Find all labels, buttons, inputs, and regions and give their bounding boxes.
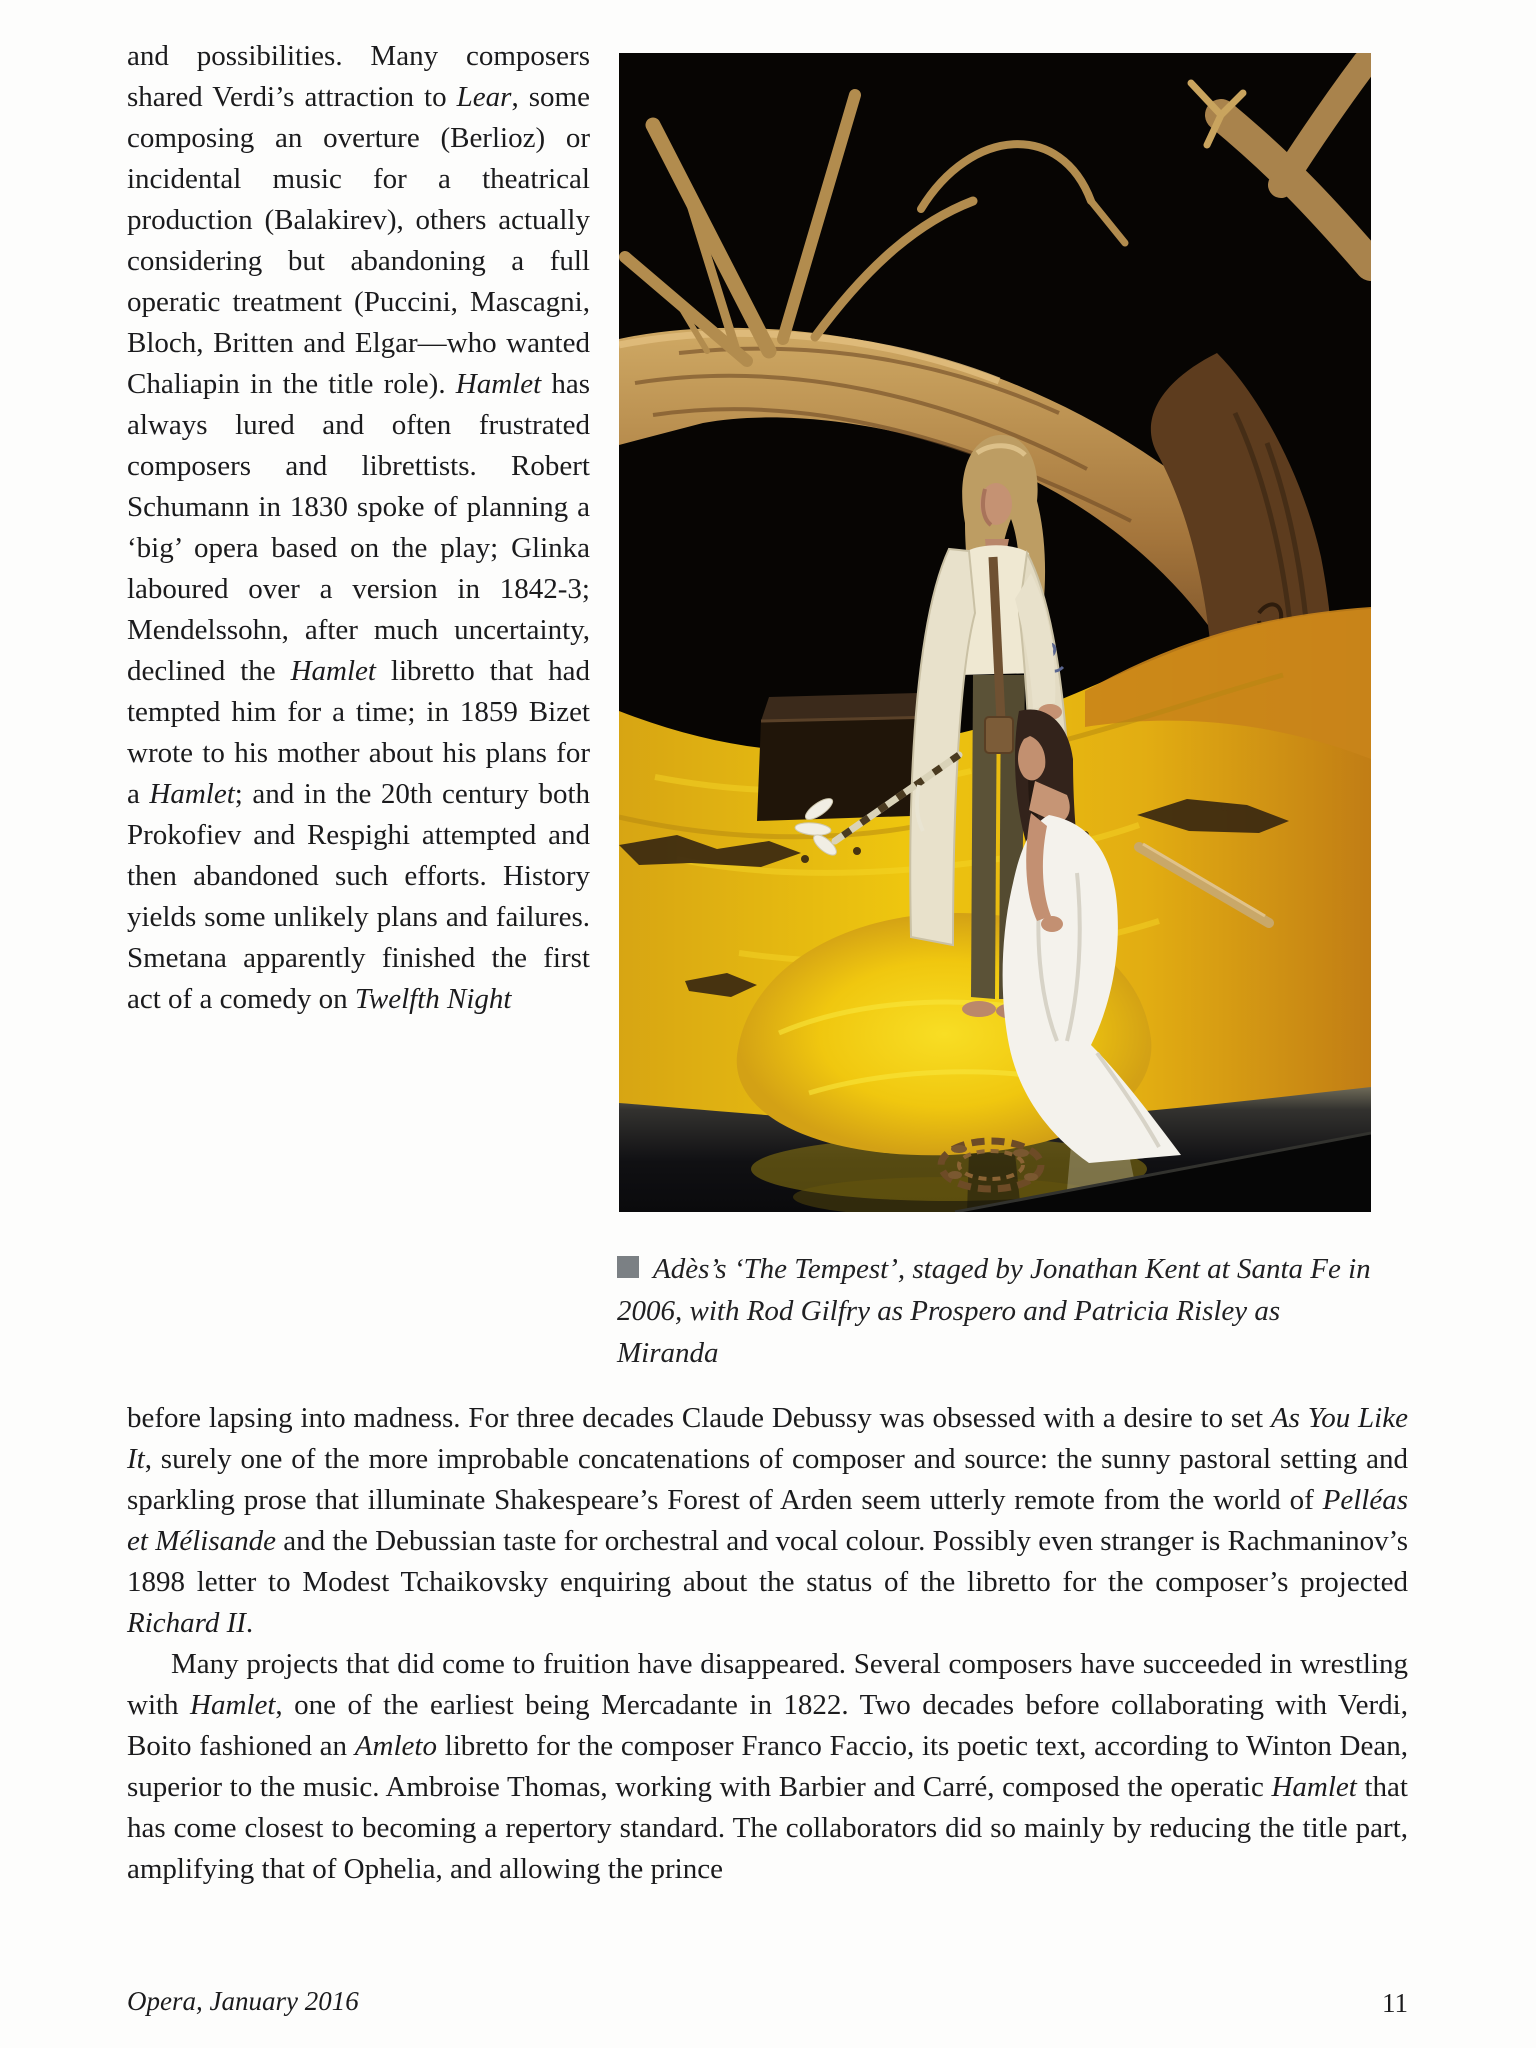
production-photo bbox=[619, 53, 1371, 1212]
article-body bbox=[127, 1398, 1408, 1890]
body-paragraph-1: before lapsing into madness. For three decades Claude Debussy was obsessed with a desire to set As You Like It, surely one of the more improbable concatenations of composer and source: the sunny pastoral setting and sparkling prose that illuminate Shakespeare’s Forest of Arden seem utterly remote from the world of Pelléas et Mélisande and the Debussian taste for orchestral and vocal colour. Possibly even stranger is Rachmaninov’s 1898 letter to Modest Tchaikovsky enquiring about the status of the libretto for the composer’s projected Richard II. bbox=[127, 1402, 1408, 1639]
footer-journal-title: Opera, January 2016 bbox=[127, 1986, 359, 2016]
footer-page-number: 11 bbox=[1382, 1988, 1408, 2018]
body-paragraph-2: Many projects that did come to fruition have disappeared. Several composers have succeeded in wrestling with Hamlet, one of the earliest being Mercadante in 1822. Two decades before collaborating with Verdi, Boito fashioned an Amleto libretto for the composer Franco Faccio, its poetic text, according to Winton Dean, superior to the music. Ambroise Thomas, working with Barbier and Carré, composed the operatic Hamlet that has come closest to becoming a repertory standard. The collaborators did so mainly by reducing the title part, amplifying that of Ophelia, and allowing the prince bbox=[127, 1648, 1408, 1885]
caption-text: Adès’s ‘The Tempest’, staged by Jonathan Kent at Santa Fe in 2006, with Rod Gilfry as Prospero and Patricia Risley as Miranda bbox=[617, 1253, 1371, 1369]
photo-caption bbox=[617, 1248, 1373, 1374]
production-photo-art bbox=[619, 53, 1371, 1212]
left-column-text: and possibilities. Many composers shared Verdi’s attraction to Lear, some composing an overture (Berlioz) or incidental music for a theatrical production (Balakirev), others actually considering but abandoning a full operatic treatment (Puccini, Mascagni, Bloch, Britten and Elgar—who wanted Chaliapin in the title role). Hamlet has always lured and often frustrated composers and librettists. Robert Schumann in 1830 spoke of planning a ‘big’ opera based on the play; Glinka laboured over a version in 1842-3; Mendelssohn, after much uncertainty, declined the Hamlet libretto that had tempted him for a time; in 1859 Bizet wrote to his mother about his plans for a Hamlet; and in the 20th century both Prokofiev and Respighi attempted and then abandoned such efforts. History yields some unlikely plans and failures. Smetana apparently finished the first act of a comedy on Twelfth Night bbox=[127, 40, 590, 1015]
caption-bullet-square bbox=[617, 1256, 639, 1278]
